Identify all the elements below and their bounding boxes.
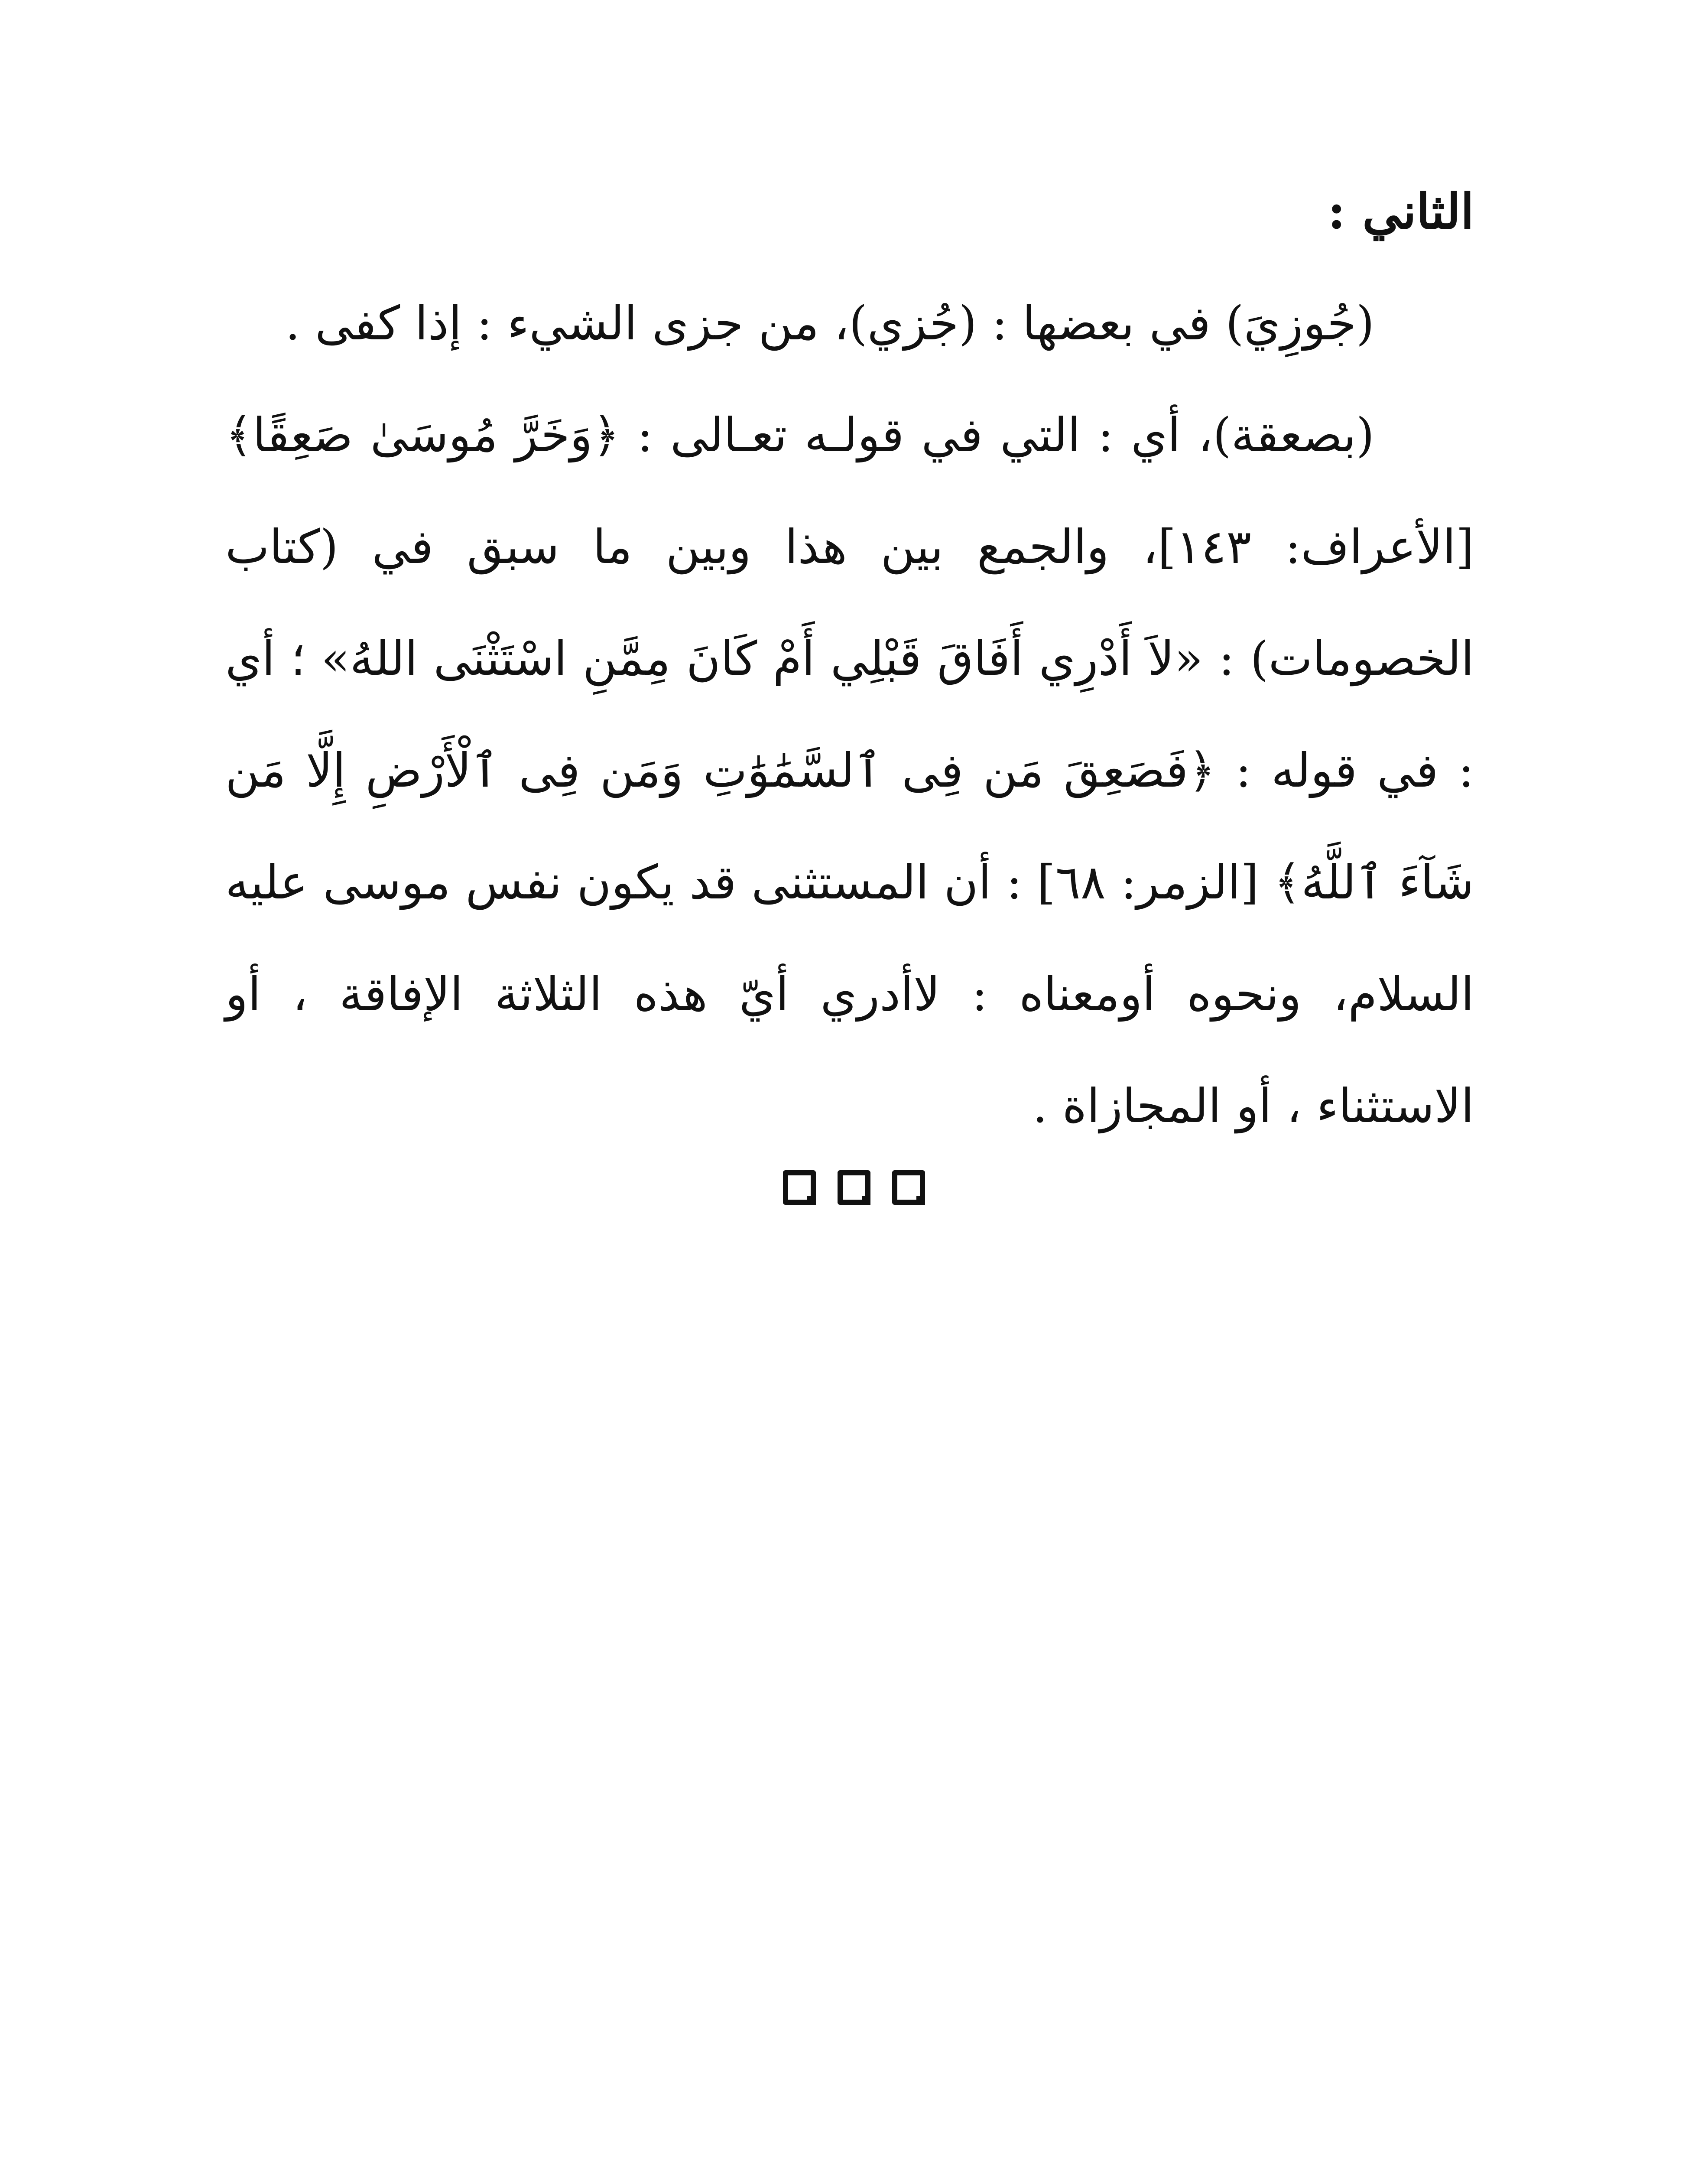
separator-square-icon (783, 1170, 816, 1205)
page-body (225, 156, 1474, 1162)
separator-square-icon (892, 1170, 925, 1205)
separator-square-icon (838, 1170, 870, 1205)
paragraph-bisaaqa: (بصعقة)، أي : التي في قولـه تعـالى : ﴿وَخَرَّ مُوسَىٰ صَعِقًا﴾ [الأعراف: ١٤٣]، والجمع بين هذا وبين ما سبق في (كتاب الخصومات) : «لاَ أَدْرِي أَفَاقَ قَبْلِي أَمْ كَانَ مِمَّنِ اسْتَثْنَى اللهُ» ؛ أي : في قوله : ﴿فَصَعِقَ مَن فِى ٱلسَّمَٰوَٰتِ وَمَن فِى ٱلْأَرْضِ إِلَّا مَن شَآءَ ٱللَّهُ﴾ [الزمر: ٦٨] : أن المستثنى قد يكون نفس موسى عليه السلام، ونحوه أومعناه : لاأدري أيّ هذه الثلاثة الإفاقة ، أو الاستثناء ، أو المجازاة . (225, 408, 1474, 1133)
section-heading: الثاني : (1327, 183, 1474, 240)
paragraph-juziya: (جُوزِيَ) في بعضها : (جُزي)، من جزى الشيء : إذا كفى . (285, 296, 1374, 351)
section-separator (0, 1170, 1708, 1205)
